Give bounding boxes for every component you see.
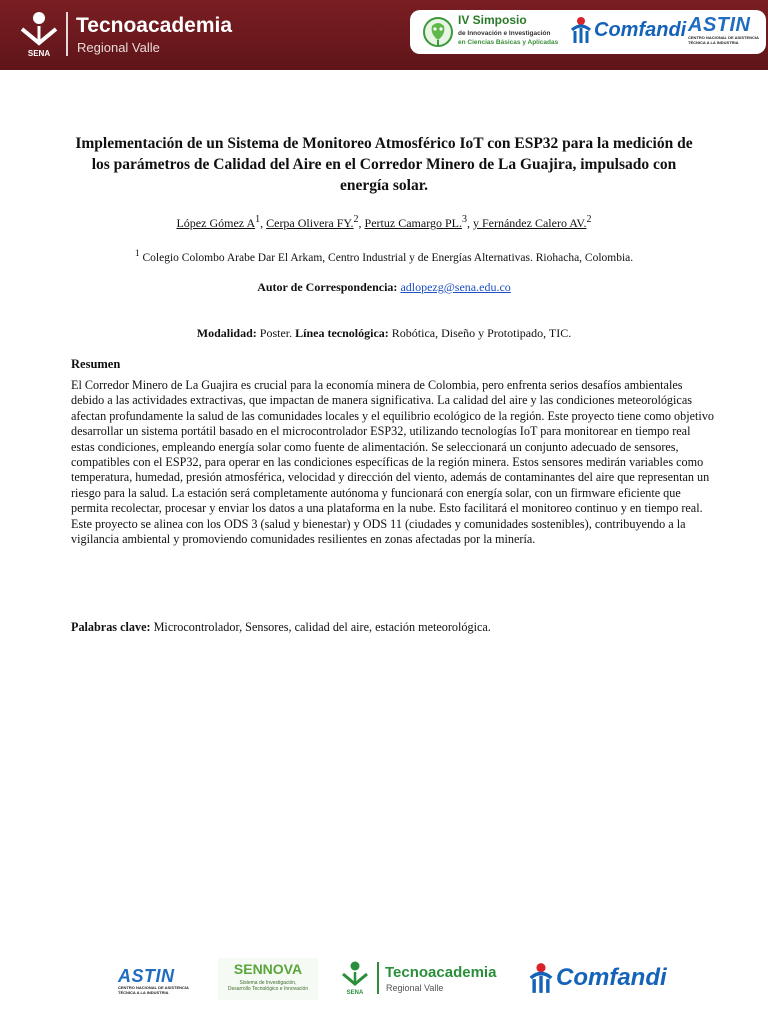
- astin-text: ASTIN: [118, 966, 175, 986]
- symposium-line2: en Ciencias Básicas y Aplicadas: [458, 39, 559, 46]
- author-sup: 2: [353, 214, 359, 225]
- header-band: [0, 0, 768, 70]
- paper-title: Implementación de un Sistema de Monitoreo Atmosférico IoT con ESP32 para la medición de los parámetros de Calidad del Aire en el Corredor Minero de La Guajira, impulsado con energía solar.: [75, 135, 693, 194]
- comfandi-logo-header: [570, 16, 686, 44]
- modality-line: [70, 326, 698, 341]
- symposium-icon: [422, 14, 454, 50]
- sennova-logo: [218, 958, 318, 1000]
- comfandi-icon: [570, 16, 592, 44]
- partner-logos-panel: [410, 10, 766, 54]
- symposium-line1: de Innovación e Investigación: [458, 30, 551, 37]
- symposium-title: IV Simposio: [458, 13, 527, 27]
- abstract-heading: Resumen: [71, 357, 121, 371]
- brand-subtitle: Regional Valle: [77, 40, 160, 55]
- author-name: Pertuz Camargo PL.: [364, 216, 462, 230]
- abstract-body: El Corredor Minero de La Guajira es crucial para la economía minera de Colombia, pero enfrenta serios desafíos ambientales debido a las actividades extractivas, que impactan de manera significativa. La calidad del aire y las condiciones meteorológicas afectan profundamente la salud de las comunidades locales y el equilibrio ecológico de la región. Este proyecto tiene como objetivo desarrollar un sistema portátil basado en el microcontrolador ESP32, utilizando tecnologías IoT para monitorear en tiempo real estas condiciones, empleando energía solar como fuente de alimentación. Se seleccionará un conjunto adecuado de sensores, compatibles con el ESP32, para operar en las condiciones específicas de la región minera. Estos sensores medirán variables como temperatura, humedad, presión atmosférica, velocidad y dirección del viento, además de contaminantes del aire que representan un riesgo para la salud. La estación será completamente autónoma y funcionará con energía solar, con un firmware eficiente que permita recolectar, procesar y enviar los datos a una plataforma en la nube. Esto facilitará el monitoreo continuo y en tiempo real. Este proyecto se alinea con los ODS 3 (salud y bienestar) y ODS 11 (ciudades y comunidades sostenibles), contribuyendo a la vigilancia ambiental y promoviendo comunidades resilientes en zonas afectadas por la minería.: [71, 378, 715, 547]
- author-name: López Gómez A: [176, 216, 256, 230]
- astin-logo-footer: [118, 966, 189, 995]
- correspondence-label: Autor de Correspondencia:: [257, 280, 398, 294]
- affiliation: [70, 248, 698, 264]
- header-divider: [66, 12, 68, 56]
- author-sup: 1: [255, 214, 261, 225]
- line-value: Robótica, Diseño y Prototipado, TIC.: [391, 326, 572, 340]
- sena-logo-footer: [340, 960, 370, 996]
- sena-logo: [18, 9, 60, 59]
- footer-regional: Regional Valle: [386, 983, 444, 993]
- sennova-sub-2: Desarrollo Tecnológico e Innovación: [227, 986, 309, 992]
- affiliation-sup: 1: [134, 248, 140, 259]
- astin-sub-1: CENTRO NACIONAL DE ASISTENCIA: [118, 985, 189, 990]
- footer-logos: [0, 950, 768, 1010]
- keywords-label: Palabras clave:: [71, 620, 151, 634]
- author-name: Cerpa Olivera FY.: [266, 216, 354, 230]
- correspondence: [70, 280, 698, 295]
- author-list: López Gómez $A^1$, Cerpa Olivera FY.$^2$, Pertuz Camargo PL.$^3$, y Fernández Calero AV.$^2$: [176, 214, 592, 230]
- astin-sub-2: TÉCNICA A LA INDUSTRIA: [118, 989, 169, 995]
- modality-value: Poster.: [259, 326, 293, 340]
- comfandi-text: Comfandi: [594, 18, 687, 41]
- author-sup: 2: [586, 214, 592, 225]
- sennova-text: SENNOVA: [233, 961, 303, 977]
- line-label: Línea tecnológica:: [295, 326, 389, 340]
- sena-logo-text: SENA: [27, 49, 51, 58]
- author-sup: 3: [461, 214, 467, 225]
- astin-text: ASTIN: [688, 14, 751, 36]
- footer-tecno-title: Tecnoacademia: [385, 964, 497, 981]
- sena-footer-text: SENA: [346, 990, 364, 996]
- astin-logo-header: [688, 14, 759, 45]
- modality-label: Modalidad:: [196, 326, 257, 340]
- comfandi-logo-footer: [528, 962, 667, 994]
- sennova-sub-1: Sistema de Investigación,: [239, 980, 297, 986]
- correspondence-email-link[interactable]: adlopezg@sena.edu.co: [400, 280, 511, 294]
- comfandi-icon: [528, 962, 554, 994]
- keywords-value: Microcontrolador, Sensores, calidad del aire, estación meteorológica.: [153, 620, 491, 634]
- affiliation-text: Colegio Colombo Arabe Dar El Arkam, Centro Industrial y de Energías Alternativas. Riohacha, Colombia.: [142, 251, 634, 264]
- brand-title: Tecnoacademia: [76, 14, 233, 37]
- astin-sub-1: CENTRO NACIONAL DE ASISTENCIA: [688, 35, 759, 40]
- comfandi-text: Comfandi: [556, 964, 667, 991]
- footer-divider: [377, 962, 379, 994]
- author-name: y Fernández Calero AV.: [472, 216, 587, 230]
- astin-sub-2: TÉCNICA A LA INDUSTRIA: [688, 39, 739, 45]
- keywords: [71, 620, 716, 635]
